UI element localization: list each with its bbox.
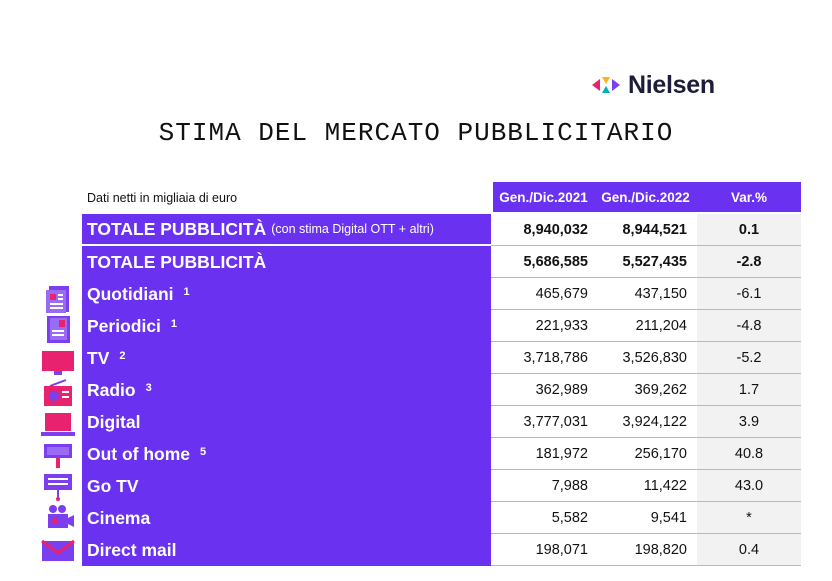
row-label [82,534,491,566]
table-row [82,310,801,342]
row-label [82,470,491,502]
column-header-2021: Gen./Dic.2021 [491,182,594,214]
ad-market-table [82,182,801,566]
row-label-text: Digital [87,411,141,432]
camera-icon [40,503,76,533]
nielsen-mark-icon [590,74,624,96]
tv-icon [40,348,76,378]
footnote-marker: 3 [145,382,152,394]
value-2021: 3,777,031 [491,406,594,438]
page-title: STIMA DEL MERCATO PUBBLICITARIO [158,118,674,148]
value-2021: 8,940,032 [491,214,594,246]
screen-stand-icon [40,472,76,502]
value-2022: 5,527,435 [594,246,697,278]
row-label [82,374,491,406]
laptop-icon [40,410,76,440]
value-var-pct: 43.0 [697,470,801,502]
row-label-text: TOTALE PUBBLICITÀ [87,251,267,272]
magazine-icon [40,314,76,344]
table-row [82,342,801,374]
table-row [82,470,801,502]
value-var-pct: -6.1 [697,278,801,310]
value-2022: 198,820 [594,534,697,566]
table-row [82,406,801,438]
value-var-pct: -5.2 [697,342,801,374]
value-2021: 5,582 [491,502,594,534]
value-2022: 437,150 [594,278,697,310]
value-2022: 9,541 [594,502,697,534]
row-label [82,342,491,374]
row-label-note: (con stima Digital OTT + altri) [271,222,434,236]
row-label-text: TOTALE PUBBLICITÀ [87,218,267,239]
value-var-pct: 0.4 [697,534,801,566]
logo-text: Nielsen [628,70,715,99]
row-label [82,502,491,534]
table-row [82,246,801,278]
row-label-text: Quotidiani [87,283,174,304]
footnote-marker: 1 [170,318,178,330]
value-var-pct: 40.8 [697,438,801,470]
row-label [82,438,491,470]
value-2022: 369,262 [594,374,697,406]
value-2021: 362,989 [491,374,594,406]
value-2021: 7,988 [491,470,594,502]
value-var-pct: * [697,502,801,534]
footnote-marker: 2 [119,350,126,362]
value-2021: 3,718,786 [491,342,594,374]
row-label-text: Periodici [87,315,161,336]
value-2022: 8,944,521 [594,214,697,246]
value-var-pct: 3.9 [697,406,801,438]
value-2021: 221,933 [491,310,594,342]
billboard-icon [40,440,76,470]
row-label-text: Direct mail [87,539,177,560]
table-row [82,374,801,406]
table-row [82,438,801,470]
envelope-icon [40,535,76,565]
row-label-text: Out of home [87,443,191,464]
value-var-pct: 1.7 [697,374,801,406]
value-2022: 11,422 [594,470,697,502]
table-row [82,278,801,310]
row-label [82,246,491,278]
row-label-text: TV [87,347,110,368]
value-2021: 5,686,585 [491,246,594,278]
table-row [82,502,801,534]
row-label [82,310,491,342]
value-2021: 465,679 [491,278,594,310]
row-label-text: Go TV [87,475,139,496]
value-2022: 256,170 [594,438,697,470]
row-label-text: Radio [87,379,136,400]
table-header-row [82,182,801,214]
table-row [82,534,801,566]
row-label [82,278,491,310]
value-2021: 181,972 [491,438,594,470]
table-row [82,214,801,246]
row-label [82,214,491,246]
unit-note: Dati netti in migliaia di euro [82,182,491,214]
row-label-text: Cinema [87,507,151,528]
value-var-pct: 0.1 [697,214,801,246]
value-2022: 3,526,830 [594,342,697,374]
column-header-2022: Gen./Dic.2022 [594,182,697,214]
value-2022: 3,924,122 [594,406,697,438]
value-var-pct: -4.8 [697,310,801,342]
column-header-var: Var.% [697,182,801,214]
value-2022: 211,204 [594,310,697,342]
radio-icon [40,378,76,408]
footnote-marker: 1 [183,286,190,298]
newspaper-icon [40,284,76,314]
value-2021: 198,071 [491,534,594,566]
row-label [82,406,491,438]
footnote-marker: 5 [200,446,207,458]
nielsen-logo [590,70,715,100]
value-var-pct: -2.8 [697,246,801,278]
